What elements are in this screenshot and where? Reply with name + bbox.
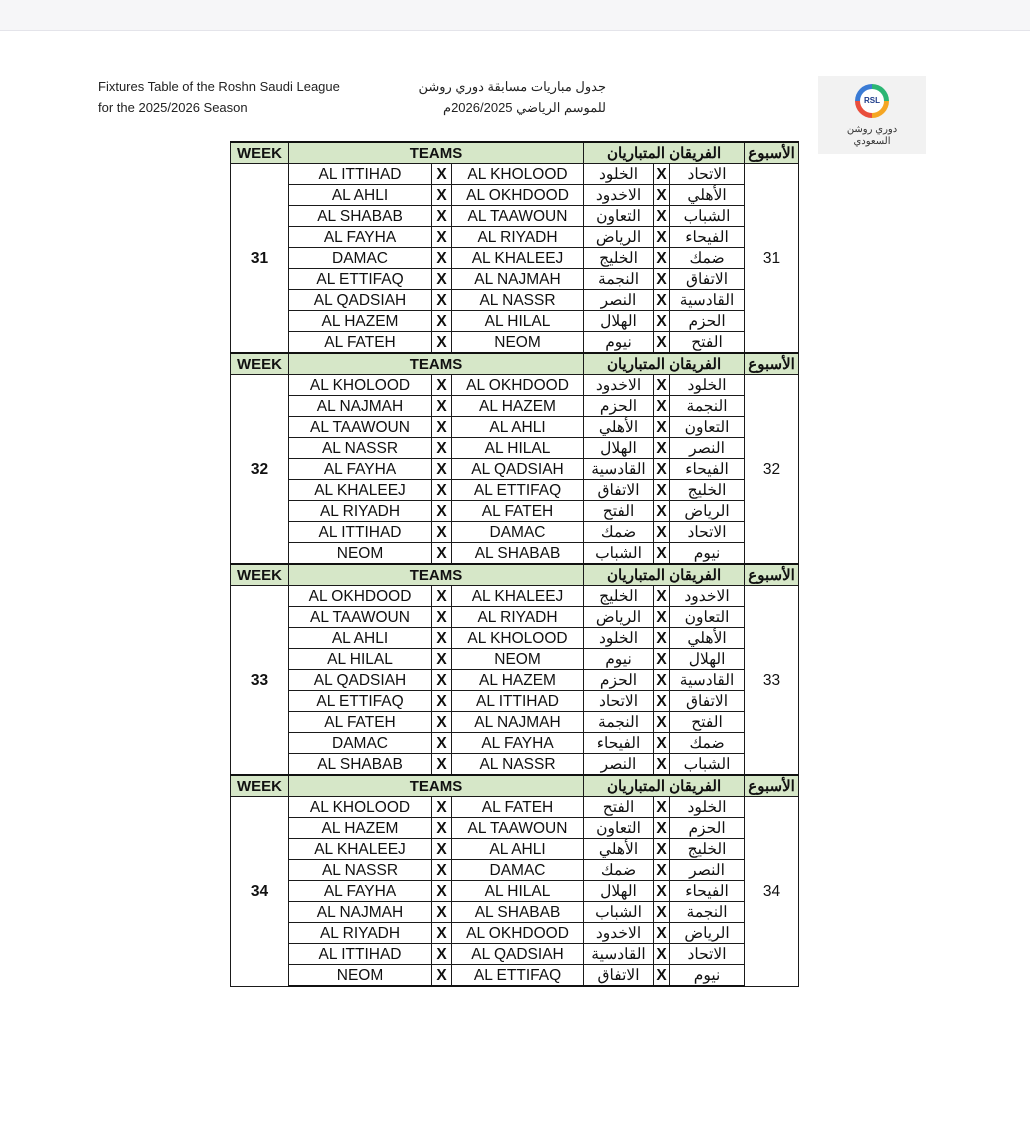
- versus-mark-ar: X: [654, 649, 670, 670]
- match-row: [231, 818, 799, 839]
- versus-mark-ar: X: [654, 944, 670, 965]
- versus-mark: X: [432, 797, 452, 818]
- away-team: AL OKHDOOD: [452, 375, 584, 396]
- home-team-ar: القادسية: [670, 290, 745, 311]
- home-team: AL KHOLOOD: [289, 375, 432, 396]
- home-team-ar: الخلود: [670, 375, 745, 396]
- teams-header-label: TEAMS: [289, 353, 584, 375]
- versus-mark: X: [432, 417, 452, 438]
- home-team-ar: نيوم: [670, 543, 745, 565]
- match-row: [231, 754, 799, 776]
- title-english-line2: for the 2025/2026 Season: [98, 100, 248, 115]
- match-row: [231, 839, 799, 860]
- teams-header-label-ar: الفريقان المتباريان: [584, 564, 745, 586]
- away-team-ar: النصر: [584, 290, 654, 311]
- match-row: [231, 459, 799, 480]
- versus-mark: X: [432, 818, 452, 839]
- away-team-ar: القادسية: [584, 459, 654, 480]
- away-team: AL NASSR: [452, 290, 584, 311]
- match-row: [231, 206, 799, 227]
- versus-mark-ar: X: [654, 290, 670, 311]
- versus-mark-ar: X: [654, 522, 670, 543]
- match-row: [231, 290, 799, 311]
- away-team-ar: ضمك: [584, 860, 654, 881]
- home-team: AL NAJMAH: [289, 396, 432, 417]
- away-team: AL TAAWOUN: [452, 818, 584, 839]
- away-team: DAMAC: [452, 522, 584, 543]
- versus-mark-ar: X: [654, 396, 670, 417]
- home-team-ar: ضمك: [670, 733, 745, 754]
- versus-mark: X: [432, 543, 452, 565]
- versus-mark-ar: X: [654, 543, 670, 565]
- match-row: [231, 586, 799, 607]
- away-team: DAMAC: [452, 860, 584, 881]
- week-header-row: [231, 564, 799, 586]
- away-team: AL FATEH: [452, 797, 584, 818]
- week-header-row: [231, 142, 799, 164]
- versus-mark: X: [432, 754, 452, 776]
- away-team: NEOM: [452, 332, 584, 354]
- match-row: [231, 501, 799, 522]
- away-team: AL QADSIAH: [452, 944, 584, 965]
- match-row: [231, 269, 799, 290]
- away-team-ar: ضمك: [584, 522, 654, 543]
- match-row: [231, 881, 799, 902]
- home-team: AL NAJMAH: [289, 902, 432, 923]
- logo-badge-text: RSL: [860, 89, 884, 113]
- versus-mark-ar: X: [654, 839, 670, 860]
- match-row: [231, 860, 799, 881]
- versus-mark: X: [432, 712, 452, 733]
- versus-mark: X: [432, 944, 452, 965]
- away-team-ar: الأهلي: [584, 839, 654, 860]
- versus-mark-ar: X: [654, 818, 670, 839]
- versus-mark-ar: X: [654, 733, 670, 754]
- home-team-ar: الفيحاء: [670, 881, 745, 902]
- logo-caption-line2: السعودي: [853, 136, 891, 147]
- away-team-ar: التعاون: [584, 818, 654, 839]
- teams-header-label-ar: الفريقان المتباريان: [584, 142, 745, 164]
- away-team: AL NASSR: [452, 754, 584, 776]
- home-team: AL NASSR: [289, 438, 432, 459]
- versus-mark: X: [432, 290, 452, 311]
- away-team: AL FATEH: [452, 501, 584, 522]
- away-team-ar: الرياض: [584, 227, 654, 248]
- versus-mark: X: [432, 522, 452, 543]
- away-team-ar: الخليج: [584, 586, 654, 607]
- home-team: AL SHABAB: [289, 754, 432, 776]
- versus-mark: X: [432, 438, 452, 459]
- versus-mark-ar: X: [654, 438, 670, 459]
- home-team-ar: النصر: [670, 860, 745, 881]
- match-row: [231, 185, 799, 206]
- home-team: AL NASSR: [289, 860, 432, 881]
- away-team-ar: الخليج: [584, 248, 654, 269]
- viewer-top-bar: [0, 0, 1030, 31]
- away-team-ar: الحزم: [584, 396, 654, 417]
- home-team-ar: الرياض: [670, 923, 745, 944]
- home-team-ar: الخلود: [670, 797, 745, 818]
- away-team-ar: الاخدود: [584, 375, 654, 396]
- home-team: AL ETTIFAQ: [289, 691, 432, 712]
- home-team: AL KHALEEJ: [289, 480, 432, 501]
- away-team: NEOM: [452, 649, 584, 670]
- versus-mark-ar: X: [654, 269, 670, 290]
- match-row: [231, 227, 799, 248]
- home-team-ar: الشباب: [670, 754, 745, 776]
- title-arabic: [380, 76, 606, 118]
- home-team: AL RIYADH: [289, 501, 432, 522]
- versus-mark-ar: X: [654, 501, 670, 522]
- versus-mark: X: [432, 206, 452, 227]
- title-english: [98, 76, 340, 118]
- away-team-ar: النجمة: [584, 712, 654, 733]
- away-team-ar: الرياض: [584, 607, 654, 628]
- match-row: [231, 543, 799, 565]
- versus-mark-ar: X: [654, 965, 670, 987]
- match-row: [231, 607, 799, 628]
- week-header-label-ar: الأسبوع: [745, 564, 799, 586]
- versus-mark: X: [432, 269, 452, 290]
- away-team-ar: الخلود: [584, 164, 654, 185]
- match-row: [231, 649, 799, 670]
- home-team-ar: النجمة: [670, 396, 745, 417]
- versus-mark-ar: X: [654, 164, 670, 185]
- away-team-ar: الاخدود: [584, 923, 654, 944]
- versus-mark: X: [432, 607, 452, 628]
- versus-mark-ar: X: [654, 881, 670, 902]
- versus-mark: X: [432, 480, 452, 501]
- title-arabic-line1: جدول مباريات مسابقة دوري روشن: [418, 79, 606, 94]
- home-team: AL QADSIAH: [289, 670, 432, 691]
- match-row: [231, 248, 799, 269]
- teams-header-label-ar: الفريقان المتباريان: [584, 775, 745, 797]
- home-team-ar: الفيحاء: [670, 459, 745, 480]
- home-team-ar: الحزم: [670, 311, 745, 332]
- versus-mark-ar: X: [654, 628, 670, 649]
- match-row: [231, 733, 799, 754]
- versus-mark: X: [432, 839, 452, 860]
- home-team: AL SHABAB: [289, 206, 432, 227]
- week-number: 33: [231, 586, 289, 776]
- title-english-line1: Fixtures Table of the Roshn Saudi League: [98, 79, 340, 94]
- away-team: AL NAJMAH: [452, 269, 584, 290]
- week-header-label: WEEK: [231, 353, 289, 375]
- away-team: AL HILAL: [452, 438, 584, 459]
- home-team: AL KHOLOOD: [289, 797, 432, 818]
- versus-mark-ar: X: [654, 923, 670, 944]
- away-team-ar: القادسية: [584, 944, 654, 965]
- match-row: [231, 375, 799, 396]
- versus-mark-ar: X: [654, 332, 670, 354]
- home-team-ar: الخليج: [670, 839, 745, 860]
- away-team: AL HILAL: [452, 311, 584, 332]
- home-team: AL OKHDOOD: [289, 586, 432, 607]
- home-team-ar: الاخدود: [670, 586, 745, 607]
- title-arabic-line2: للموسم الرياضي 2026/2025م: [443, 100, 606, 115]
- away-team: AL AHLI: [452, 839, 584, 860]
- versus-mark: X: [432, 586, 452, 607]
- home-team-ar: الخليج: [670, 480, 745, 501]
- match-row: [231, 311, 799, 332]
- home-team: AL FATEH: [289, 332, 432, 354]
- week-number: 32: [231, 375, 289, 565]
- versus-mark-ar: X: [654, 417, 670, 438]
- week-number-ar: 32: [745, 375, 799, 565]
- home-team-ar: الاتحاد: [670, 944, 745, 965]
- home-team-ar: نيوم: [670, 965, 745, 987]
- home-team: AL FAYHA: [289, 459, 432, 480]
- match-row: [231, 712, 799, 733]
- away-team-ar: الفيحاء: [584, 733, 654, 754]
- away-team: AL HAZEM: [452, 670, 584, 691]
- home-team: AL FATEH: [289, 712, 432, 733]
- week-header-label-ar: الأسبوع: [745, 775, 799, 797]
- fixtures-table: [230, 141, 799, 987]
- home-team-ar: الشباب: [670, 206, 745, 227]
- home-team-ar: الفتح: [670, 332, 745, 354]
- home-team: AL HILAL: [289, 649, 432, 670]
- versus-mark-ar: X: [654, 754, 670, 776]
- versus-mark-ar: X: [654, 860, 670, 881]
- versus-mark-ar: X: [654, 459, 670, 480]
- versus-mark-ar: X: [654, 902, 670, 923]
- away-team-ar: الهلال: [584, 881, 654, 902]
- week-number: 34: [231, 797, 289, 987]
- away-team-ar: النجمة: [584, 269, 654, 290]
- versus-mark-ar: X: [654, 311, 670, 332]
- away-team-ar: الشباب: [584, 902, 654, 923]
- week-header-label-ar: الأسبوع: [745, 353, 799, 375]
- home-team: AL TAAWOUN: [289, 607, 432, 628]
- home-team-ar: الهلال: [670, 649, 745, 670]
- away-team-ar: الاتحاد: [584, 691, 654, 712]
- versus-mark: X: [432, 227, 452, 248]
- versus-mark-ar: X: [654, 607, 670, 628]
- versus-mark-ar: X: [654, 797, 670, 818]
- versus-mark: X: [432, 881, 452, 902]
- home-team: AL HAZEM: [289, 818, 432, 839]
- versus-mark-ar: X: [654, 227, 670, 248]
- match-row: [231, 396, 799, 417]
- home-team: AL FAYHA: [289, 881, 432, 902]
- home-team-ar: الفتح: [670, 712, 745, 733]
- away-team: AL HAZEM: [452, 396, 584, 417]
- match-row: [231, 965, 799, 987]
- home-team: NEOM: [289, 543, 432, 565]
- home-team: AL AHLI: [289, 185, 432, 206]
- versus-mark: X: [432, 375, 452, 396]
- league-logo-icon: [855, 84, 889, 118]
- home-team: NEOM: [289, 965, 432, 987]
- match-row: [231, 691, 799, 712]
- away-team: AL TAAWOUN: [452, 206, 584, 227]
- home-team-ar: التعاون: [670, 417, 745, 438]
- home-team-ar: الأهلي: [670, 628, 745, 649]
- versus-mark-ar: X: [654, 712, 670, 733]
- home-team: AL FAYHA: [289, 227, 432, 248]
- week-number-ar: 34: [745, 797, 799, 987]
- away-team: AL AHLI: [452, 417, 584, 438]
- versus-mark: X: [432, 923, 452, 944]
- match-row: [231, 417, 799, 438]
- away-team: AL HILAL: [452, 881, 584, 902]
- league-logo: [818, 76, 926, 154]
- versus-mark-ar: X: [654, 206, 670, 227]
- home-team: AL ETTIFAQ: [289, 269, 432, 290]
- logo-caption: [818, 124, 926, 148]
- home-team-ar: النصر: [670, 438, 745, 459]
- away-team-ar: الهلال: [584, 438, 654, 459]
- logo-caption-line1: دوري روشن: [846, 124, 898, 135]
- versus-mark: X: [432, 501, 452, 522]
- home-team: AL RIYADH: [289, 923, 432, 944]
- home-team: AL ITTIHAD: [289, 522, 432, 543]
- week-number: 31: [231, 164, 289, 354]
- versus-mark: X: [432, 649, 452, 670]
- match-row: [231, 164, 799, 185]
- versus-mark-ar: X: [654, 375, 670, 396]
- week-number-ar: 33: [745, 586, 799, 776]
- versus-mark: X: [432, 185, 452, 206]
- away-team-ar: الشباب: [584, 543, 654, 565]
- week-header-label: WEEK: [231, 564, 289, 586]
- teams-header-label-ar: الفريقان المتباريان: [584, 353, 745, 375]
- teams-header-label: TEAMS: [289, 775, 584, 797]
- versus-mark: X: [432, 459, 452, 480]
- versus-mark: X: [432, 248, 452, 269]
- versus-mark-ar: X: [654, 586, 670, 607]
- away-team: AL RIYADH: [452, 607, 584, 628]
- match-row: [231, 628, 799, 649]
- versus-mark: X: [432, 733, 452, 754]
- away-team: AL KHALEEJ: [452, 248, 584, 269]
- versus-mark-ar: X: [654, 670, 670, 691]
- match-row: [231, 438, 799, 459]
- away-team: AL SHABAB: [452, 543, 584, 565]
- home-team-ar: الاتحاد: [670, 522, 745, 543]
- away-team-ar: النصر: [584, 754, 654, 776]
- week-header-row: [231, 353, 799, 375]
- away-team-ar: نيوم: [584, 649, 654, 670]
- home-team: AL ITTIHAD: [289, 164, 432, 185]
- versus-mark-ar: X: [654, 185, 670, 206]
- home-team-ar: الاتحاد: [670, 164, 745, 185]
- versus-mark: X: [432, 164, 452, 185]
- versus-mark-ar: X: [654, 691, 670, 712]
- away-team-ar: التعاون: [584, 206, 654, 227]
- match-row: [231, 923, 799, 944]
- away-team: AL ETTIFAQ: [452, 480, 584, 501]
- match-row: [231, 332, 799, 354]
- away-team: AL KHOLOOD: [452, 628, 584, 649]
- home-team: DAMAC: [289, 248, 432, 269]
- away-team: AL SHABAB: [452, 902, 584, 923]
- away-team-ar: الحزم: [584, 670, 654, 691]
- home-team-ar: النجمة: [670, 902, 745, 923]
- home-team: AL KHALEEJ: [289, 839, 432, 860]
- versus-mark: X: [432, 311, 452, 332]
- versus-mark-ar: X: [654, 480, 670, 501]
- away-team: AL OKHDOOD: [452, 923, 584, 944]
- match-row: [231, 902, 799, 923]
- away-team-ar: الهلال: [584, 311, 654, 332]
- away-team: AL QADSIAH: [452, 459, 584, 480]
- versus-mark: X: [432, 965, 452, 987]
- match-row: [231, 480, 799, 501]
- week-header-label: WEEK: [231, 142, 289, 164]
- away-team-ar: الخلود: [584, 628, 654, 649]
- versus-mark: X: [432, 691, 452, 712]
- versus-mark: X: [432, 332, 452, 354]
- away-team-ar: الاخدود: [584, 185, 654, 206]
- home-team: DAMAC: [289, 733, 432, 754]
- versus-mark-ar: X: [654, 248, 670, 269]
- away-team-ar: الفتح: [584, 797, 654, 818]
- away-team: AL ITTIHAD: [452, 691, 584, 712]
- home-team: AL ITTIHAD: [289, 944, 432, 965]
- away-team: AL KHALEEJ: [452, 586, 584, 607]
- home-team-ar: الرياض: [670, 501, 745, 522]
- home-team-ar: القادسية: [670, 670, 745, 691]
- versus-mark: X: [432, 396, 452, 417]
- teams-header-label: TEAMS: [289, 564, 584, 586]
- home-team-ar: الأهلي: [670, 185, 745, 206]
- away-team-ar: الاتفاق: [584, 965, 654, 987]
- away-team: AL NAJMAH: [452, 712, 584, 733]
- home-team-ar: الاتفاق: [670, 269, 745, 290]
- versus-mark: X: [432, 628, 452, 649]
- away-team-ar: نيوم: [584, 332, 654, 354]
- versus-mark: X: [432, 670, 452, 691]
- away-team-ar: الاتفاق: [584, 480, 654, 501]
- home-team: AL TAAWOUN: [289, 417, 432, 438]
- home-team-ar: ضمك: [670, 248, 745, 269]
- away-team: AL KHOLOOD: [452, 164, 584, 185]
- match-row: [231, 522, 799, 543]
- home-team: AL HAZEM: [289, 311, 432, 332]
- match-row: [231, 944, 799, 965]
- away-team: AL ETTIFAQ: [452, 965, 584, 987]
- away-team-ar: الأهلي: [584, 417, 654, 438]
- match-row: [231, 670, 799, 691]
- home-team-ar: الاتفاق: [670, 691, 745, 712]
- teams-header-label: TEAMS: [289, 142, 584, 164]
- week-header-label-ar: الأسبوع: [745, 142, 799, 164]
- versus-mark: X: [432, 902, 452, 923]
- home-team-ar: الحزم: [670, 818, 745, 839]
- home-team: AL QADSIAH: [289, 290, 432, 311]
- home-team: AL AHLI: [289, 628, 432, 649]
- home-team-ar: التعاون: [670, 607, 745, 628]
- away-team: AL OKHDOOD: [452, 185, 584, 206]
- away-team: AL FAYHA: [452, 733, 584, 754]
- week-header-label: WEEK: [231, 775, 289, 797]
- match-row: [231, 797, 799, 818]
- week-header-row: [231, 775, 799, 797]
- week-number-ar: 31: [745, 164, 799, 354]
- home-team-ar: الفيحاء: [670, 227, 745, 248]
- versus-mark: X: [432, 860, 452, 881]
- away-team: AL RIYADH: [452, 227, 584, 248]
- away-team-ar: الفتح: [584, 501, 654, 522]
